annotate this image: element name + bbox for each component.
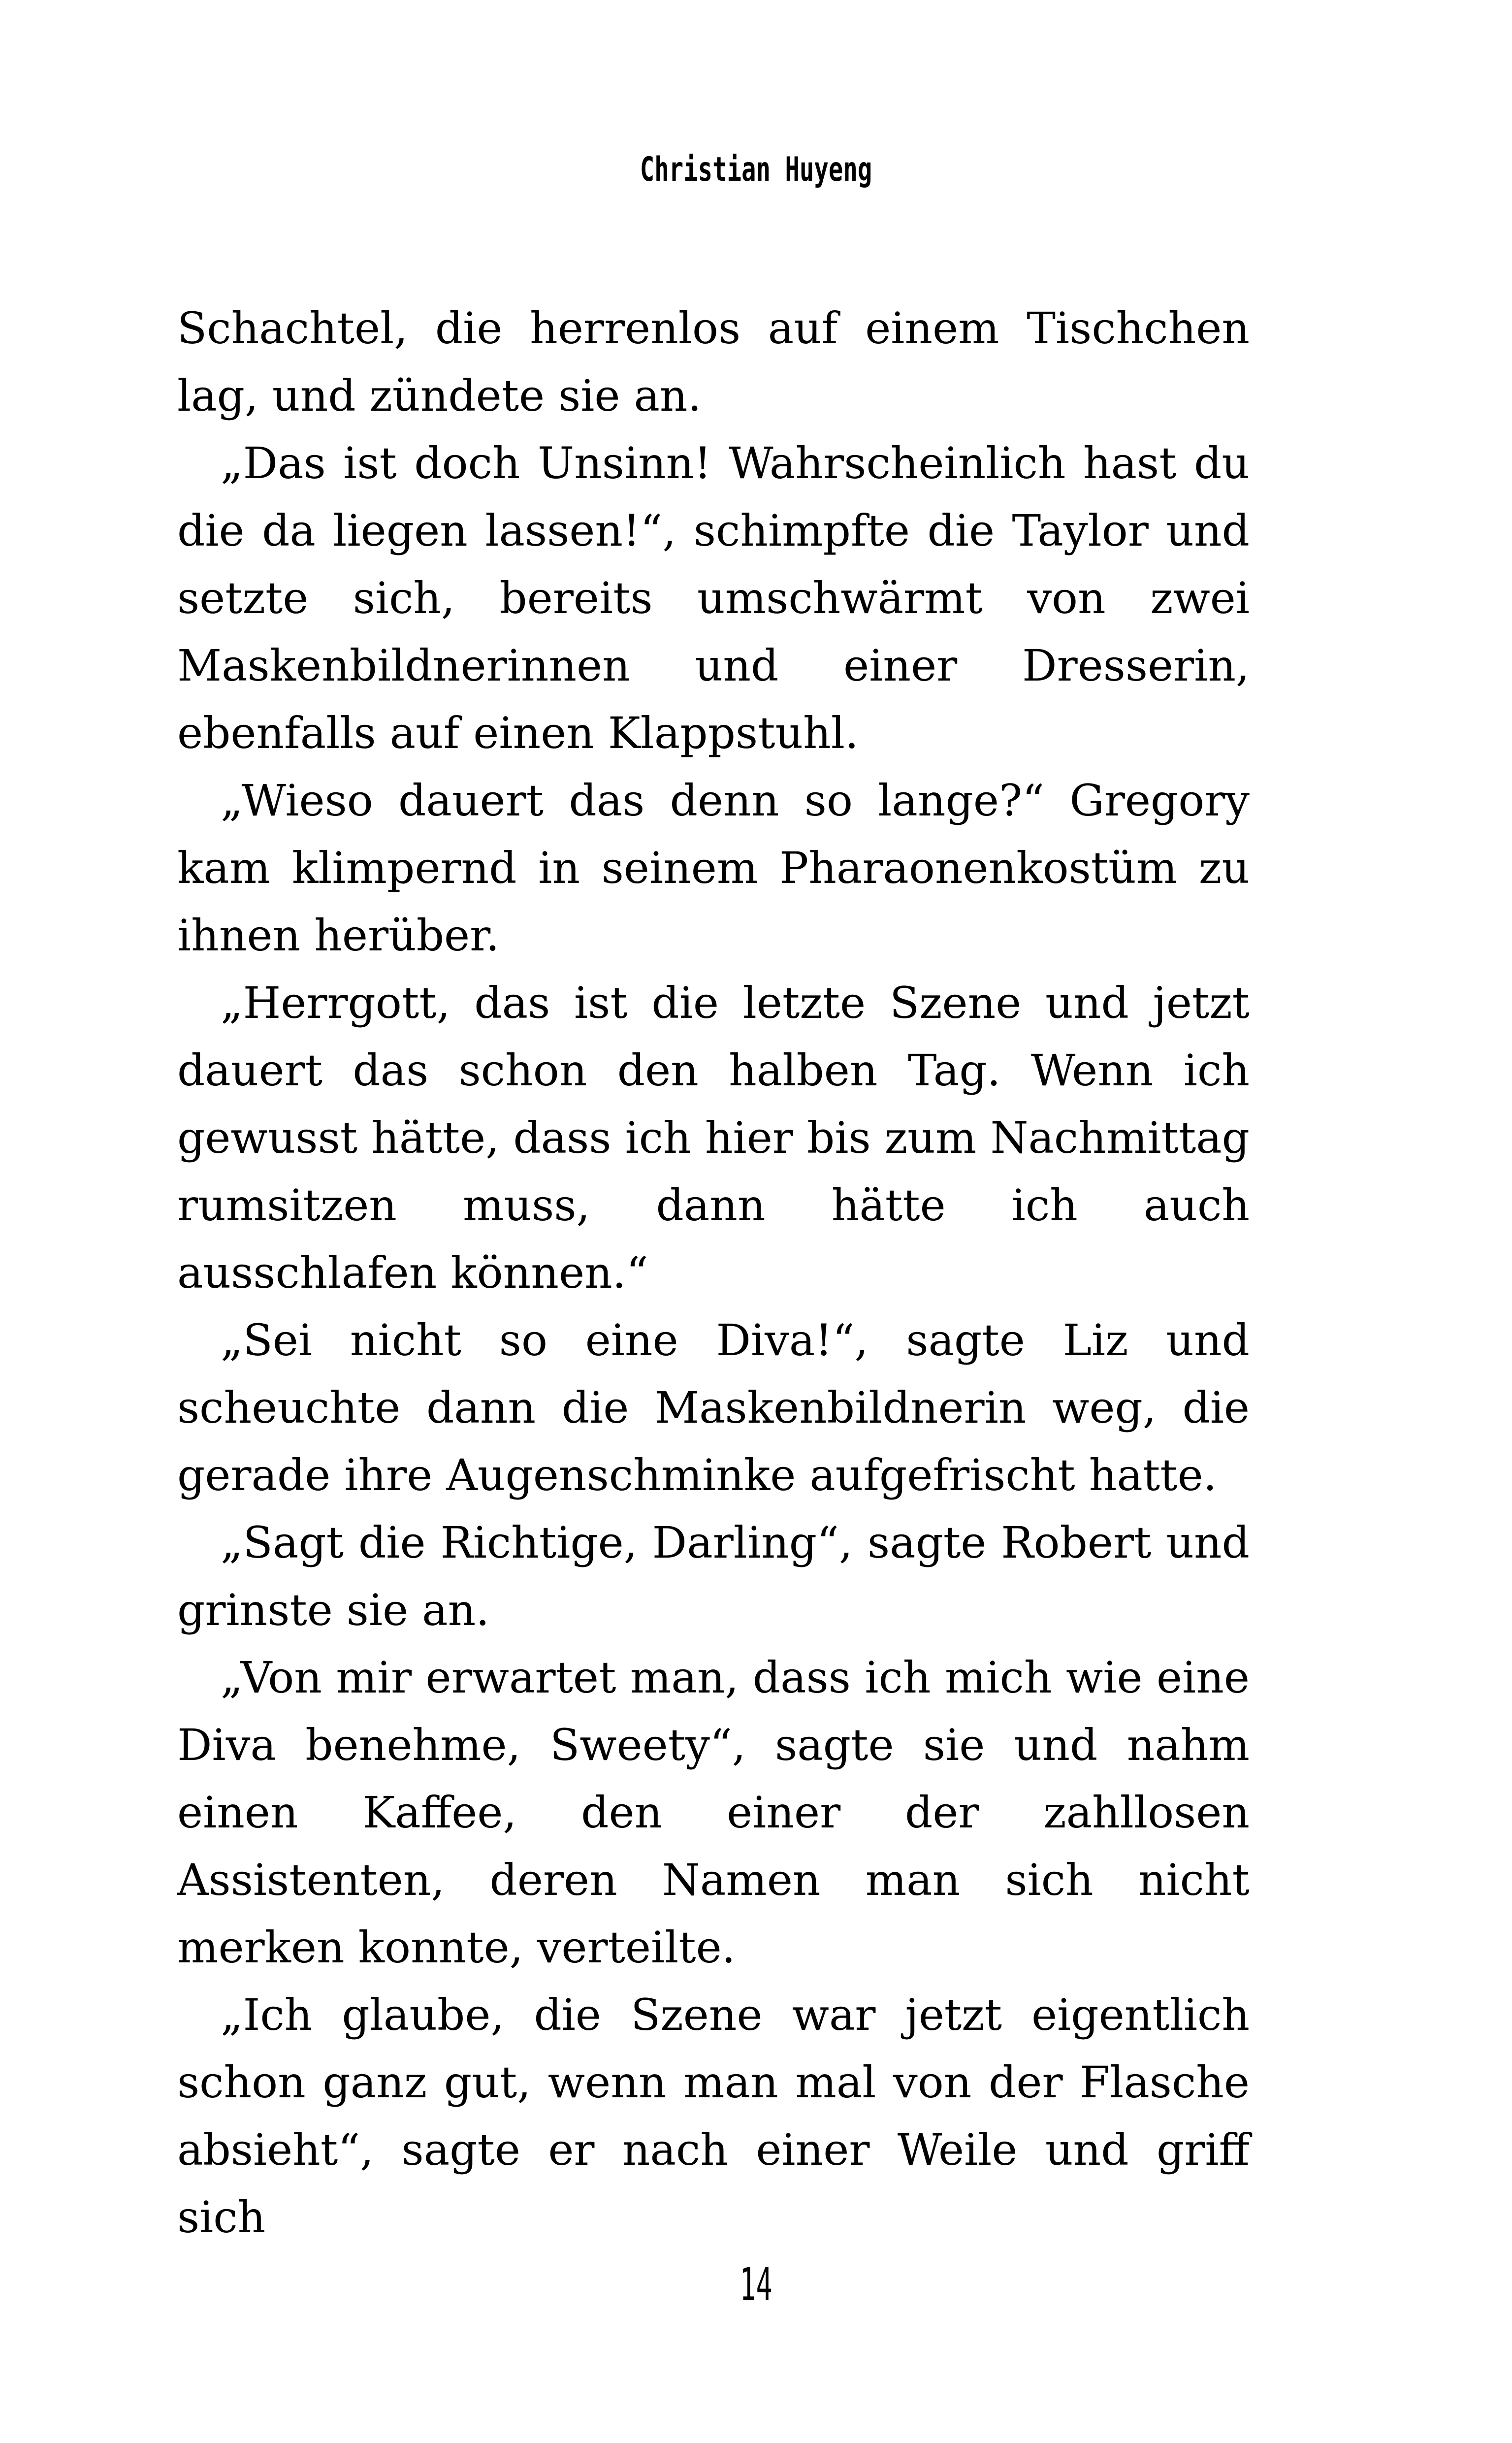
paragraph-continuation: Schachtel, die herrenlos auf einem Tischchen lag, und zündete sie an. xyxy=(177,303,1250,421)
paragraph: „Herrgott, das ist die letzte Szene und jetzt dauert das schon den halben Tag. Wenn ich gewusst hätte, dass ich hier bis zum Nachmittag rumsitzen muss, dann hätte ich auch ausschlafen können.“ xyxy=(177,977,1250,1298)
paragraph: „Sei nicht so eine Diva!“, sagte Liz und scheuchte dann die Maskenbildnerin weg, die gerade ihre Augenschminke aufgefrischt hatte. xyxy=(177,1315,1250,1500)
paragraph: „Wieso dauert das denn so lange?“ Gregory kam klimpernd in seinem Pharaonenkostüm zu ihnen herüber. xyxy=(177,775,1250,961)
paragraph: „Ich glaube, die Szene war jetzt eigentlich schon ganz gut, wenn man mal von der Flasche absieht“, sagte er nach einer Weile und griff sich xyxy=(177,1989,1250,2243)
paragraph: „Sagt die Richtige, Darling“, sagte Robert und grinste sie an. xyxy=(177,1517,1250,1635)
paragraph: „Das ist doch Unsinn! Wahrscheinlich hast du die da liegen lassen!“, schimpfte die Taylor und setzte sich, bereits umschwärmt von zwei Maskenbildnerinnen und einer Dresserin, ebenfalls auf einen Klappstuhl. xyxy=(177,438,1250,758)
body-text xyxy=(177,294,1250,2251)
paragraph: „Von mir erwartet man, dass ich mich wie eine Diva benehme, Sweety“, sagte sie und nahm einen Kaffee, den einer der zahllosen Assistenten, deren Namen man sich nicht merken konnte, verteilte. xyxy=(177,1652,1250,1973)
page-number: 14 xyxy=(740,2258,772,2311)
running-header-author: Christian Huyeng xyxy=(640,150,872,189)
